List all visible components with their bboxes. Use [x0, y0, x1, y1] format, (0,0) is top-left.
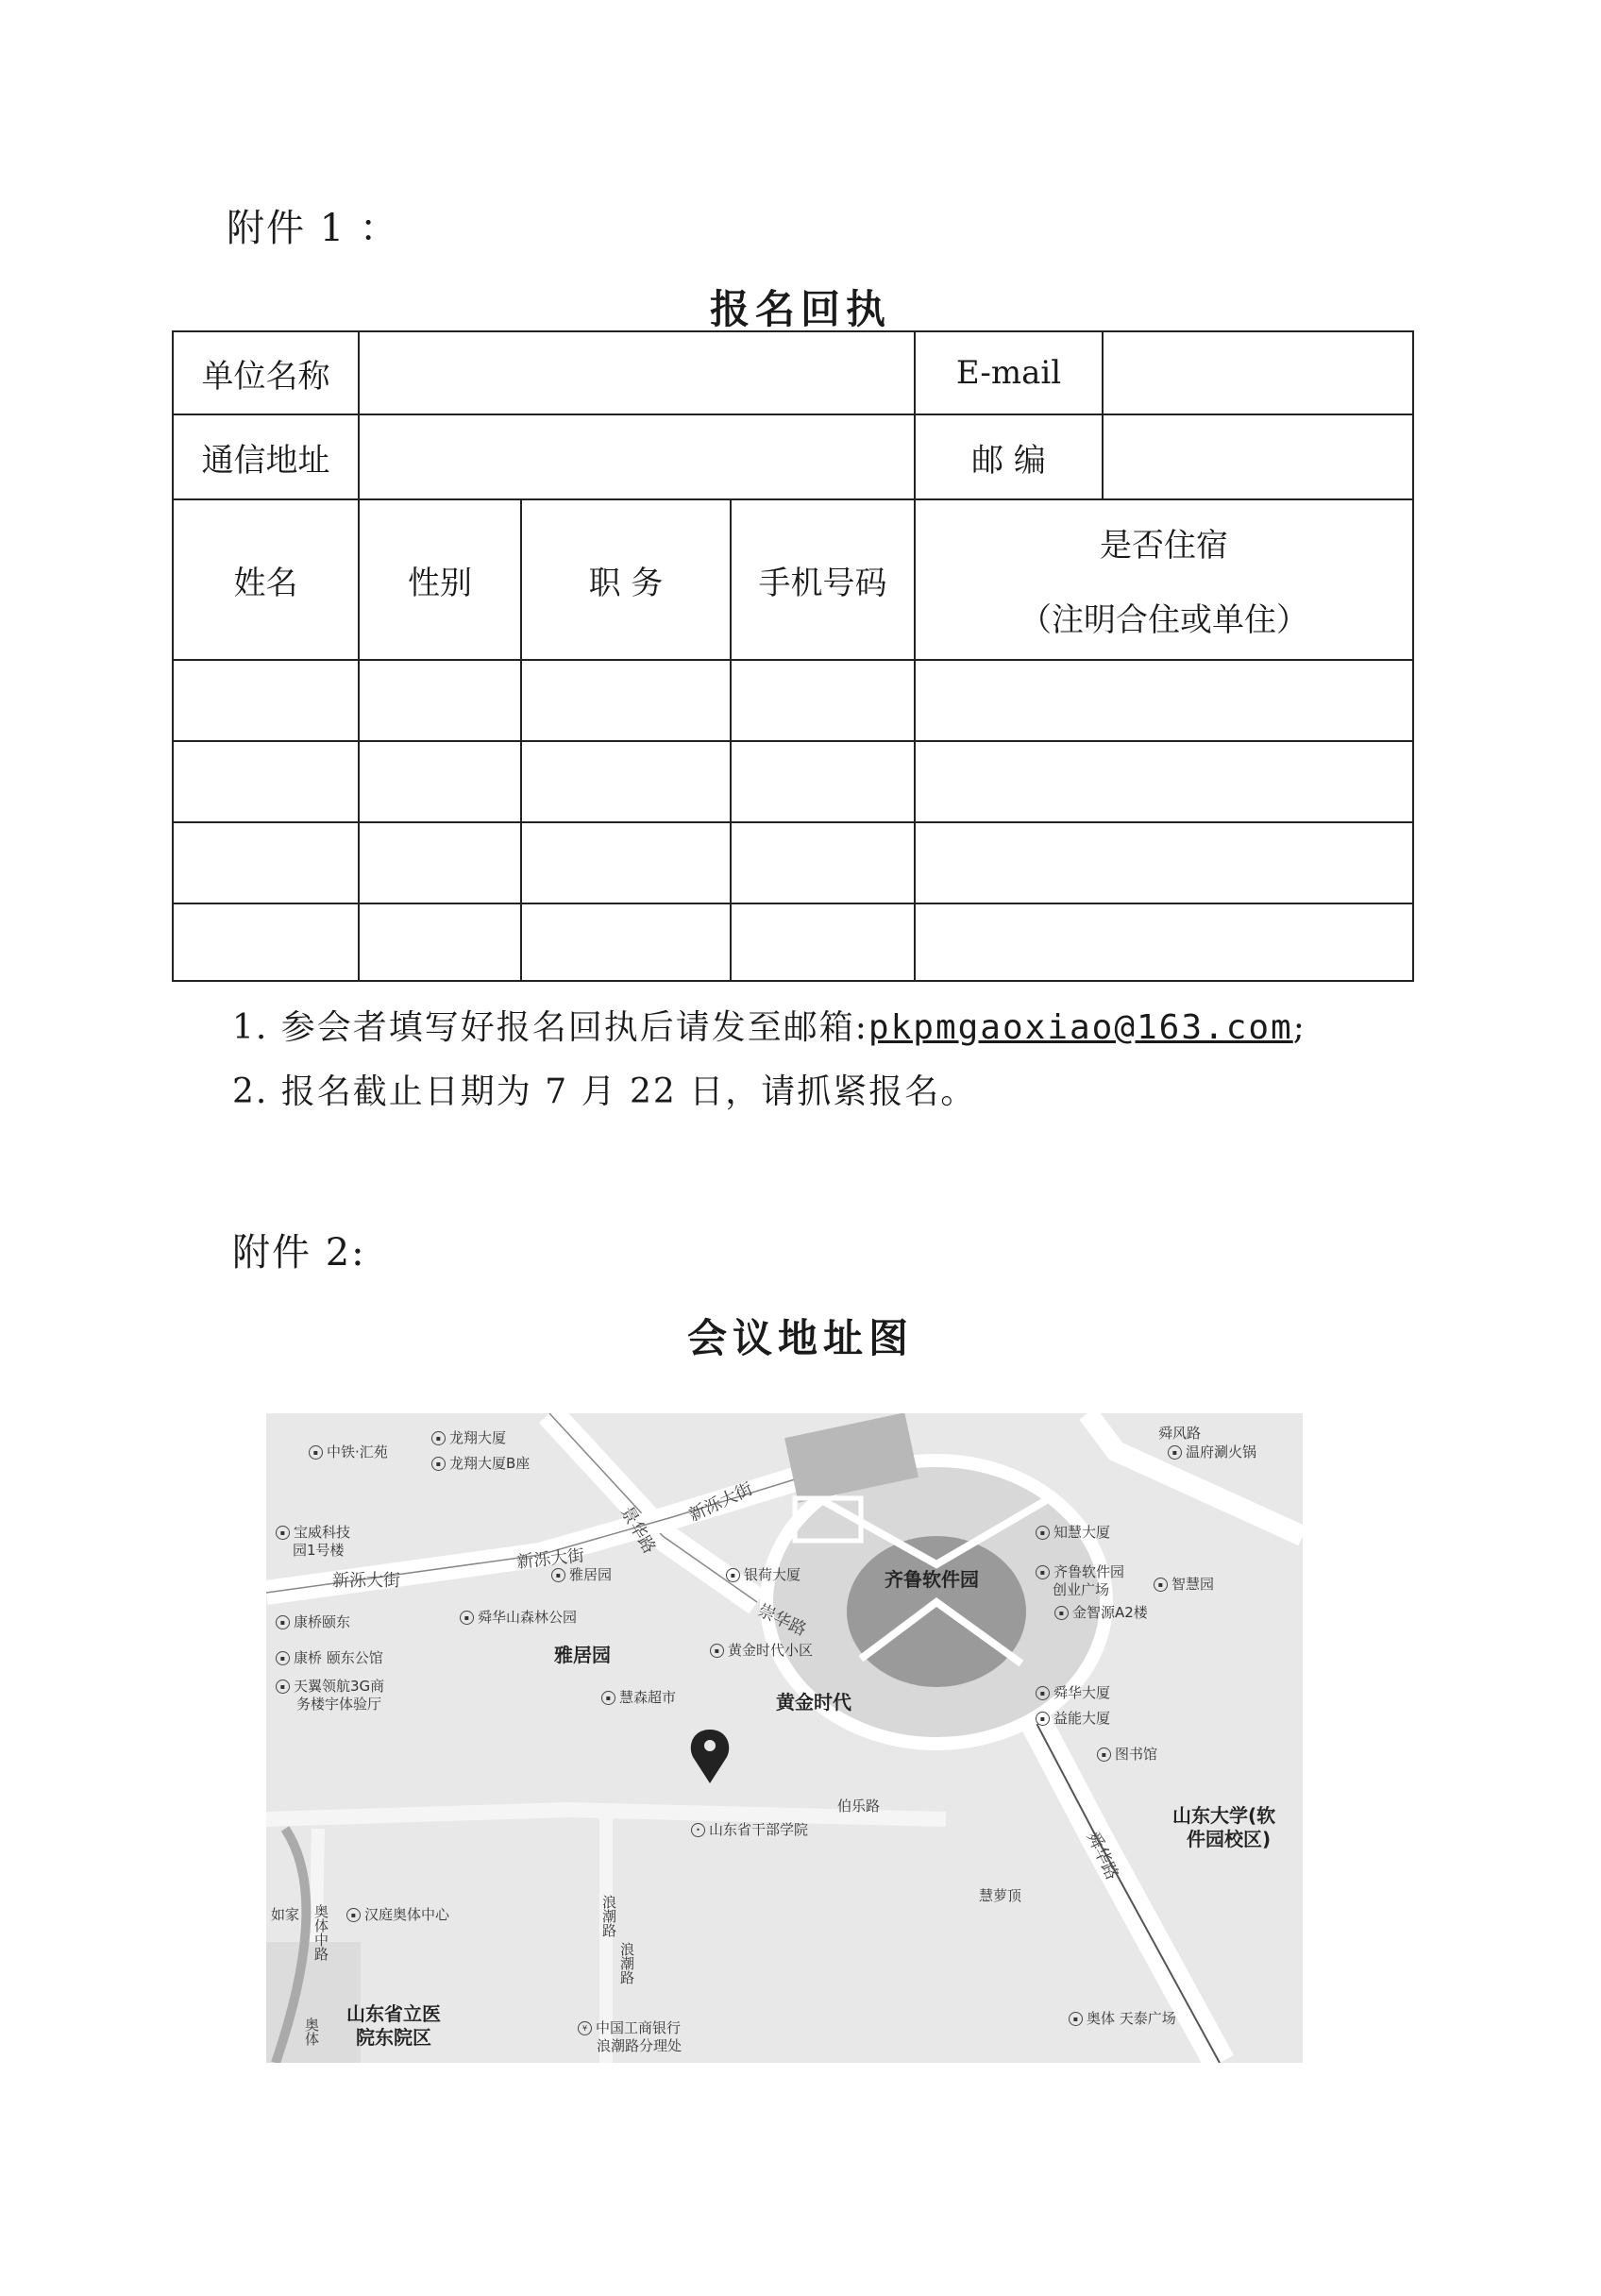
address-label: 通信地址 [173, 414, 359, 499]
road-langchao-1: 浪潮路 [600, 1895, 617, 1937]
poi-label: 宝威科技 [294, 1524, 351, 1541]
col-name: 姓名 [173, 499, 359, 660]
road-xinluo-2: 新泺大街 [515, 1545, 586, 1573]
accommodation-header: 是否住宿 [1100, 527, 1229, 565]
poi-yajuyuan-small[interactable] [551, 1564, 612, 1584]
unit-name-label: 单位名称 [173, 331, 359, 414]
building-icon: ▪ [1069, 2012, 1083, 2026]
poi-label: 齐鲁软件园 [1053, 1563, 1125, 1580]
phone-cell[interactable] [731, 822, 915, 903]
road-aoti-zhong: 奥体中路 [312, 1904, 329, 1961]
accommodation-cell[interactable] [915, 660, 1413, 741]
unit-name-field[interactable] [359, 331, 915, 414]
poi-shunhua-park[interactable] [460, 1607, 577, 1627]
poi-label: 知慧大厦 [1053, 1524, 1111, 1541]
building-icon: ▪ [726, 1568, 740, 1582]
poi-kangqiao-1[interactable] [276, 1612, 350, 1631]
name-cell[interactable] [173, 660, 359, 741]
venue-map[interactable] [266, 1413, 1303, 2063]
table-row [173, 741, 1413, 822]
poi-yineng[interactable] [1036, 1708, 1110, 1728]
col-gender: 性别 [359, 499, 521, 660]
email-field[interactable] [1103, 331, 1413, 414]
poi-label: 龙翔大厦B座 [449, 1455, 531, 1472]
note-1-suffix: ; [1292, 1008, 1306, 1047]
building-icon: ▪ [276, 1526, 290, 1540]
gender-cell[interactable] [359, 903, 521, 981]
poi-icbc[interactable] [578, 2017, 681, 2037]
address-field[interactable] [359, 414, 915, 499]
poi-aoti-small: 奥体 [303, 2017, 320, 2046]
poi-qilu-cy-2: 创业广场 [1053, 1581, 1110, 1598]
building-icon: ▪ [309, 1445, 323, 1460]
library-icon: ▪ [1097, 1747, 1111, 1762]
poi-label: 康桥 颐东公馆 [294, 1649, 383, 1666]
gender-cell[interactable] [359, 822, 521, 903]
map-roads [266, 1413, 1303, 2063]
poi-label: 银荷大厦 [744, 1566, 801, 1583]
column-header-row [173, 499, 1413, 660]
road-jinghua: 景华路 [616, 1503, 660, 1558]
phone-cell[interactable] [731, 741, 915, 822]
poi-zhongtie[interactable] [309, 1442, 388, 1461]
poi-label: 山东省干部学院 [709, 1821, 809, 1838]
building-icon: ▪ [1154, 1578, 1168, 1592]
poi-label: 龙翔大厦 [449, 1429, 507, 1446]
note-1-text: 1. 参会者填写好报名回执后请发至邮箱: [232, 1008, 868, 1047]
venue-map-title: 会议地址图 [686, 1315, 914, 1361]
area-sd-hospital-2: 院东院区 [356, 2026, 431, 2049]
poi-label: 天翼领航3G商 [294, 1678, 385, 1695]
poi-label: 舜华大厦 [1053, 1684, 1111, 1701]
postcode-label: 邮 编 [915, 414, 1103, 499]
building-icon: ▪ [431, 1457, 446, 1471]
note-1 [232, 1001, 1306, 1049]
attachment-2-label: 附件 2: [232, 1231, 366, 1275]
poi-label: 中国工商银行 [596, 2019, 682, 2036]
unit-row [173, 331, 1413, 414]
postcode-field[interactable] [1103, 414, 1413, 499]
poi-huangjin-xq[interactable] [710, 1640, 813, 1660]
building-icon: ▪ [1036, 1565, 1050, 1579]
area-yajuyuan: 雅居园 [554, 1644, 611, 1666]
building-icon: ▪ [276, 1615, 290, 1629]
table-row [173, 822, 1413, 903]
building-icon: ▪ [276, 1680, 290, 1694]
gender-cell[interactable] [359, 660, 521, 741]
park-icon: ▪ [460, 1611, 474, 1625]
building-icon: ▪ [710, 1644, 724, 1658]
poi-zhihui[interactable] [1036, 1522, 1110, 1542]
road-shunhua: 舜华路 [1082, 1828, 1122, 1883]
accommodation-note: （注明合住或单住） [1020, 601, 1309, 639]
road-shunfeng: 舜风路 [1158, 1425, 1202, 1442]
position-cell[interactable] [521, 903, 731, 981]
gender-cell[interactable] [359, 741, 521, 822]
area-sd-hospital-1: 山东省立医 [346, 2002, 441, 2025]
poi-tianyi[interactable] [276, 1676, 384, 1696]
address-row [173, 414, 1413, 499]
poi-jinzhi[interactable] [1054, 1602, 1148, 1622]
poi-kangqiao-2[interactable] [276, 1647, 383, 1667]
poi-label: 中铁·汇苑 [327, 1443, 388, 1460]
area-qilu-software-park: 齐鲁软件园 [885, 1568, 979, 1591]
poi-huofu[interactable] [1168, 1442, 1256, 1461]
poi-label: 益能大厦 [1053, 1710, 1111, 1727]
col-accommodation [915, 499, 1413, 660]
poi-label: 舜华山森林公园 [478, 1609, 578, 1626]
bank-icon: ¥ [578, 2021, 592, 2035]
poi-hanting[interactable] [346, 1904, 449, 1924]
poi-qilu-cy[interactable] [1036, 1562, 1124, 1581]
position-cell[interactable] [521, 741, 731, 822]
building-icon: ▪ [1036, 1526, 1050, 1540]
poi-baowei[interactable] [276, 1522, 350, 1542]
position-cell[interactable] [521, 660, 731, 741]
accommodation-cell[interactable] [915, 822, 1413, 903]
name-cell[interactable] [173, 822, 359, 903]
col-position: 职 务 [521, 499, 731, 660]
name-cell[interactable] [173, 903, 359, 981]
poi-label: 奥体 天泰广场 [1087, 2010, 1176, 2027]
poi-baowei-2: 园1号楼 [293, 1542, 345, 1559]
table-row [173, 660, 1413, 741]
poi-label: 汉庭奥体中心 [364, 1906, 450, 1923]
building-icon: ▪ [1054, 1606, 1069, 1620]
poi-label: 温府涮火锅 [1186, 1443, 1257, 1460]
registration-email-link[interactable]: pkpmgaoxiao@163.com [868, 1008, 1293, 1047]
col-phone: 手机号码 [731, 499, 915, 660]
table-row [173, 903, 1413, 981]
hotel-icon: ▪ [346, 1908, 361, 1922]
poi-aoti-tiantai[interactable] [1069, 2008, 1176, 2028]
road-langchao-2: 浪潮路 [618, 1942, 635, 1984]
building-icon: ▪ [551, 1568, 565, 1582]
area-sdu-1: 山东大学(软 [1172, 1804, 1276, 1827]
poi-label: 康桥颐东 [294, 1613, 351, 1630]
poi-shunhua-dx[interactable] [1036, 1682, 1110, 1702]
road-chonghua: 崇华路 [754, 1600, 810, 1641]
poi-label: 雅居园 [569, 1566, 613, 1583]
poi-label: 金智源A2楼 [1072, 1604, 1148, 1621]
poi-label: 图书馆 [1115, 1746, 1158, 1763]
position-cell[interactable] [521, 822, 731, 903]
phone-cell[interactable] [731, 660, 915, 741]
registration-form-table [172, 330, 1414, 982]
poi-longxiang-b[interactable] [431, 1453, 530, 1473]
name-cell[interactable] [173, 741, 359, 822]
area-huangjin: 黄金时代 [776, 1691, 851, 1714]
poi-label: 黄金时代小区 [728, 1642, 814, 1659]
poi-label: 智慧园 [1171, 1576, 1215, 1593]
poi-library[interactable] [1097, 1744, 1157, 1764]
poi-yinhe[interactable] [726, 1564, 800, 1584]
phone-cell[interactable] [731, 903, 915, 981]
registration-form-title: 报名回执 [709, 286, 891, 332]
road-xinluo-3: 新泺大街 [685, 1478, 756, 1527]
building-icon: ▪ [1036, 1712, 1050, 1726]
accommodation-cell[interactable] [915, 741, 1413, 822]
shop-icon: ▪ [601, 1691, 615, 1705]
road-bole: 伯乐路 [837, 1798, 881, 1815]
note-2: 2. 报名截止日期为 7 月 22 日，请抓紧报名。 [232, 1072, 977, 1111]
poi-tianyi-2: 务楼宇体验厅 [296, 1696, 382, 1713]
poi-sd-cadre-college[interactable] [691, 1819, 808, 1839]
email-label: E-mail [915, 331, 1103, 414]
area-sdu-2: 件园校区) [1187, 1828, 1272, 1850]
poi-huisen[interactable] [601, 1687, 676, 1707]
building-icon: ▪ [1036, 1686, 1050, 1700]
poi-longxiang[interactable] [431, 1427, 506, 1447]
building-icon: ▪ [431, 1431, 446, 1445]
location-icon: • [691, 1823, 705, 1837]
poi-zhihuiyuan[interactable] [1154, 1574, 1214, 1594]
poi-rujia: 如家 [271, 1906, 300, 1923]
accommodation-cell[interactable] [915, 903, 1413, 981]
building-icon: ▪ [276, 1651, 290, 1665]
poi-label: 慧森超市 [619, 1689, 677, 1706]
restaurant-icon: ▪ [1168, 1445, 1182, 1460]
attachment-1-label: 附件 1 ： [227, 207, 399, 250]
road-xinluo-1: 新泺大街 [332, 1571, 400, 1591]
poi-icbc-2: 浪潮路分理处 [597, 2037, 683, 2054]
poi-huiluo: 慧萝顶 [979, 1887, 1022, 1904]
